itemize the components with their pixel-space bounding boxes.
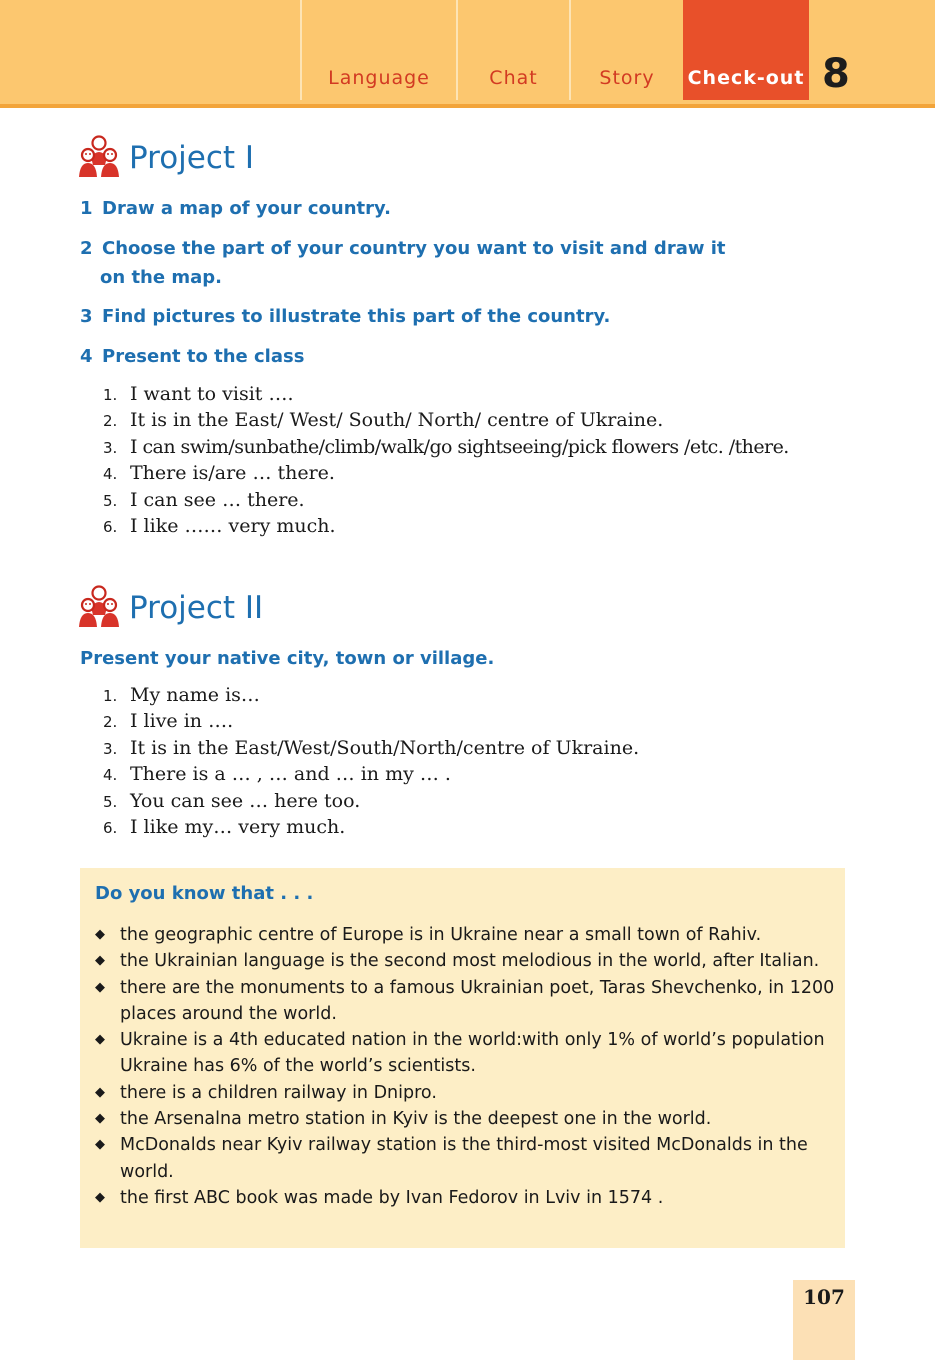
item-text: I live in …. [130, 710, 234, 733]
task-text: Draw a map of your country. [102, 198, 391, 219]
tab-check-out[interactable] [683, 0, 809, 100]
project-2-heading [78, 583, 263, 633]
fact-item [95, 1027, 840, 1080]
fact-item [95, 1080, 840, 1106]
item-number: 3. [103, 739, 118, 758]
item-number: 5. [103, 792, 118, 811]
task-text: Choose the part of your country you want to visit and draw it [102, 238, 726, 259]
project-title: Project II [129, 590, 264, 626]
fact-item [95, 948, 840, 974]
fact-text: there are the monuments to a famous Ukrainian poet, Taras Shevchenko, in 1200 places around the world. [120, 977, 835, 1024]
task-text-continued: on the map. [100, 267, 222, 288]
list-item [103, 434, 789, 460]
fact-text: the first ABC book was made by Ivan Fedorov in Lviv in 1574 . [120, 1187, 664, 1208]
fact-text: the Arsenalna metro station in Kyiv is the deepest one in the world. [120, 1109, 712, 1130]
list-item [103, 513, 789, 539]
task-number: 2 [80, 238, 93, 259]
item-number: 1. [103, 687, 118, 705]
project-2-phrase-list [103, 682, 639, 840]
diamond-bullet-icon: ◆ [95, 1189, 105, 1205]
project-1-phrase-list [103, 381, 789, 539]
fact-item [95, 975, 840, 1028]
banner-divider [0, 104, 935, 108]
group-people-icon [78, 135, 120, 181]
facts-list [95, 922, 840, 1211]
list-item [103, 788, 639, 814]
item-number: 6. [103, 517, 118, 536]
item-text: My name is… [130, 684, 260, 706]
fact-item [95, 1106, 840, 1132]
list-item [103, 407, 789, 433]
fact-text: Ukraine is a 4th educated nation in the world:with only 1% of world’s population Ukraine has 6% of the world’s scientists. [120, 1030, 825, 1077]
group-people-icon [78, 585, 120, 631]
project-title: Project I [129, 140, 255, 176]
fact-text: the Ukrainian language is the second most melodious in the world, after Italian. [120, 951, 820, 972]
item-number: 4. [103, 465, 118, 484]
task-item [80, 302, 610, 331]
item-text: I can swim/sunbathe/climb/walk/go sightseeing/pick flowers /etc. /there. [130, 435, 789, 458]
item-text: It is in the East/ West/ South/ North/ centre of Ukraine. [130, 409, 664, 432]
diamond-bullet-icon: ◆ [95, 1137, 105, 1153]
fact-text: there is a children railway in Dnipro. [120, 1082, 437, 1103]
diamond-bullet-icon: ◆ [95, 1111, 105, 1127]
task-item [80, 234, 726, 292]
task-text: Find pictures to illustrate this part of the country. [102, 306, 611, 327]
task-text: Present to the class [102, 346, 305, 367]
tab-label: Chat [489, 67, 538, 89]
list-item [103, 381, 789, 407]
diamond-bullet-icon: ◆ [95, 1032, 105, 1048]
item-text: I like …… very much. [130, 514, 336, 537]
item-text: I like my… very much. [130, 815, 346, 838]
item-number: 4. [103, 766, 118, 785]
tab-chat[interactable] [456, 0, 569, 100]
item-text: There is/are … there. [130, 462, 335, 485]
fact-item [95, 1132, 840, 1185]
task-item [80, 342, 304, 371]
tab-label: Language [328, 67, 430, 89]
tab-label: Story [599, 67, 655, 89]
diamond-bullet-icon: ◆ [95, 927, 105, 942]
item-text: I can see … there. [130, 488, 305, 511]
task-number: 4 [80, 346, 93, 367]
item-text: You can see … here too. [130, 789, 361, 812]
item-number: 5. [103, 491, 118, 510]
list-item [103, 460, 789, 486]
task-text: Present your native city, town or village. [80, 648, 495, 669]
item-text: There is a … , … and … in my … . [130, 763, 451, 786]
task-number: 1 [80, 198, 93, 219]
list-item [103, 735, 639, 761]
task-number: 3 [80, 306, 93, 327]
tab-language[interactable] [300, 0, 456, 100]
item-number: 3. [103, 438, 118, 457]
list-item [103, 761, 639, 787]
tab-label: Check-out [687, 67, 805, 89]
list-item [103, 814, 639, 840]
item-number: 6. [103, 818, 118, 837]
fact-text: the geographic centre of Europe is in Ukraine near a small town of Rahiv. [120, 925, 762, 945]
fact-item [95, 922, 840, 948]
item-number: 2. [103, 412, 118, 431]
item-text: It is in the East/West/South/North/centre of Ukraine. [130, 736, 640, 759]
page-number: 107 [803, 1285, 845, 1309]
list-item [103, 487, 789, 513]
item-number: 1. [103, 386, 118, 404]
task-item [80, 644, 494, 673]
fact-item [95, 1185, 840, 1211]
task-item [80, 194, 391, 223]
tab-story[interactable] [569, 0, 683, 100]
diamond-bullet-icon: ◆ [95, 1084, 105, 1100]
list-item [103, 682, 639, 708]
diamond-bullet-icon: ◆ [95, 953, 105, 969]
chapter-number: 8 [822, 51, 850, 97]
fact-text: McDonalds near Kyiv railway station is the third-most visited McDonalds in the world. [120, 1135, 808, 1182]
diamond-bullet-icon: ◆ [95, 979, 105, 995]
list-item [103, 708, 639, 734]
info-box-title: Do you know that . . . [95, 883, 314, 904]
project-1-heading [78, 133, 254, 183]
item-text: I want to visit …. [130, 383, 294, 405]
item-number: 2. [103, 713, 118, 732]
